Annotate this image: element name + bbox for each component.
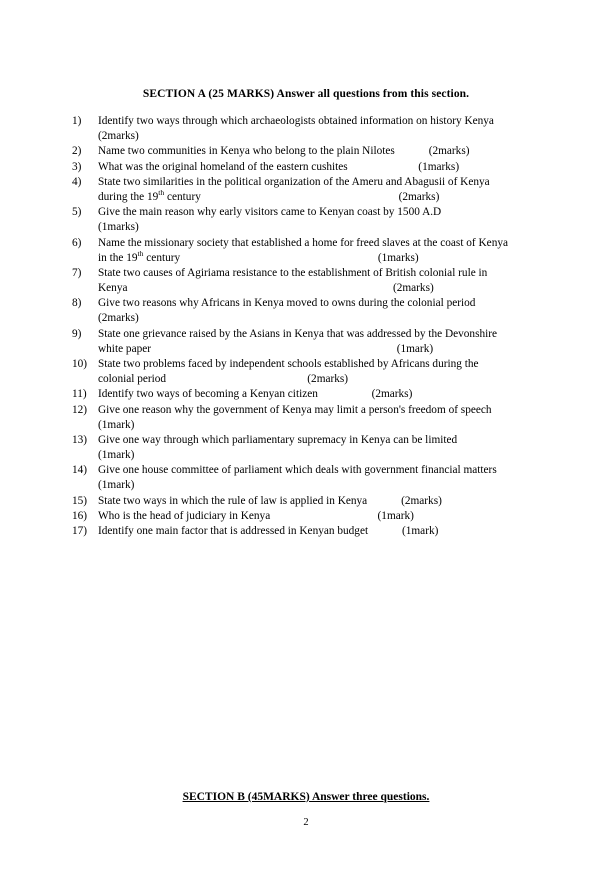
- question-line: Give one way through which parliamentary supremacy in Kenya can be limited: [98, 434, 458, 447]
- question-line: State two causes of Agiriama resistance to the establishment of British colonial rule in: [98, 267, 488, 280]
- question-line: Give one house committee of parliament which deals with government financial matters: [98, 464, 497, 477]
- question-line: Kenya (2marks): [98, 281, 434, 294]
- ordinal-superscript: th: [137, 248, 144, 258]
- question-text: [98, 327, 540, 357]
- question-item: [72, 144, 540, 159]
- question-line: (2marks): [98, 312, 139, 325]
- question-item: [72, 387, 540, 402]
- question-item: [72, 160, 540, 175]
- question-line: Name the missionary society that established a home for freed slaves at the coast of Kenya: [98, 236, 509, 249]
- section-a-heading: SECTION A (25 MARKS) Answer all questions from this section.: [142, 88, 470, 100]
- question-line: (1mark): [98, 479, 135, 492]
- question-text: [98, 387, 540, 402]
- question-item: [72, 175, 540, 205]
- question-item: [72, 524, 540, 539]
- question-number: 13): [72, 434, 88, 447]
- question-text: [98, 205, 540, 235]
- question-text: [98, 494, 540, 509]
- question-item: [72, 509, 540, 524]
- question-line: What was the original homeland of the eastern cushites (1marks): [98, 160, 460, 173]
- question-text: [98, 160, 540, 175]
- question-line-rest: century (1marks): [143, 251, 419, 264]
- question-text: [98, 266, 540, 296]
- question-number: 5): [72, 206, 82, 219]
- question-number: 14): [72, 464, 88, 477]
- question-text: [98, 175, 540, 205]
- question-text: [98, 296, 540, 326]
- question-line: (2marks): [98, 129, 139, 142]
- question-item: [72, 296, 540, 326]
- question-number: 4): [72, 176, 82, 189]
- question-line: State two problems faced by independent schools established by Africans during the: [98, 358, 479, 370]
- question-number: 17): [72, 525, 88, 538]
- question-text: [98, 403, 540, 433]
- document-page: [0, 88, 612, 880]
- question-line: Identify two ways of becoming a Kenyan citizen (2marks): [98, 388, 413, 401]
- question-line: Give two reasons why Africans in Kenya moved to owns during the colonial period: [98, 297, 476, 310]
- question-line: (1mark): [98, 418, 135, 431]
- question-number: 11): [72, 388, 87, 401]
- question-item: [72, 266, 540, 296]
- question-item: [72, 403, 540, 433]
- question-item: [72, 205, 540, 235]
- question-line: colonial period (2marks): [98, 372, 349, 385]
- page-number: 2: [303, 817, 309, 828]
- question-text: [98, 357, 540, 387]
- question-number: 1): [72, 115, 82, 127]
- question-list: [72, 114, 540, 539]
- question-text: [98, 114, 540, 144]
- question-line: Who is the head of judiciary in Kenya (1mark): [98, 510, 414, 523]
- question-line: Give one reason why the government of Kenya may limit a person's freedom of speech: [98, 403, 492, 416]
- section-b-heading-text: SECTION B (45MARKS) Answer three questions.: [182, 791, 430, 803]
- question-text: [98, 236, 540, 266]
- question-number: 15): [72, 494, 88, 507]
- question-item: [72, 463, 540, 493]
- question-text: [98, 433, 540, 463]
- question-number: 16): [72, 510, 88, 523]
- question-line: during the 19th century (2marks): [98, 188, 440, 204]
- question-item: [72, 357, 540, 387]
- question-item: [72, 433, 540, 463]
- question-number: 2): [72, 145, 82, 158]
- question-line: in the 19th century (1marks): [98, 248, 419, 264]
- question-line: Name two communities in Kenya who belong to the plain Nilotes (2marks): [98, 145, 470, 158]
- question-line: white paper (1mark): [98, 342, 434, 355]
- question-number: 12): [72, 403, 88, 416]
- question-item: [72, 236, 540, 266]
- question-item: [72, 494, 540, 509]
- question-number: 9): [72, 327, 82, 340]
- question-line: State two similarities in the political organization of the Ameru and Abagusii of Kenya: [98, 176, 490, 189]
- question-line: Give the main reason why early visitors came to Kenyan coast by 1500 A.D: [98, 206, 442, 219]
- question-text: [98, 524, 540, 539]
- question-line: State one grievance raised by the Asians in Kenya that was addressed by the Devonshire: [98, 327, 498, 340]
- section-b-heading: [0, 791, 612, 803]
- question-number: 6): [72, 236, 82, 249]
- question-text: [98, 509, 540, 524]
- question-line: (1mark): [98, 448, 135, 461]
- question-number: 10): [72, 358, 88, 370]
- question-line-rest: century (2marks): [164, 191, 440, 204]
- question-text: [98, 144, 540, 159]
- question-item: [72, 114, 540, 144]
- question-item: [72, 327, 540, 357]
- question-number: 7): [72, 267, 82, 280]
- question-number: 3): [72, 160, 82, 173]
- question-number: 8): [72, 297, 82, 310]
- question-line: State two ways in which the rule of law is applied in Kenya (2marks): [98, 494, 442, 507]
- ordinal-superscript: th: [158, 188, 165, 198]
- question-text: [98, 463, 540, 493]
- question-line: Identify two ways through which archaeologists obtained information on history Kenya: [98, 115, 494, 127]
- question-line: Identify one main factor that is addressed in Kenyan budget (1mark): [98, 525, 439, 538]
- question-line: (1marks): [98, 221, 139, 234]
